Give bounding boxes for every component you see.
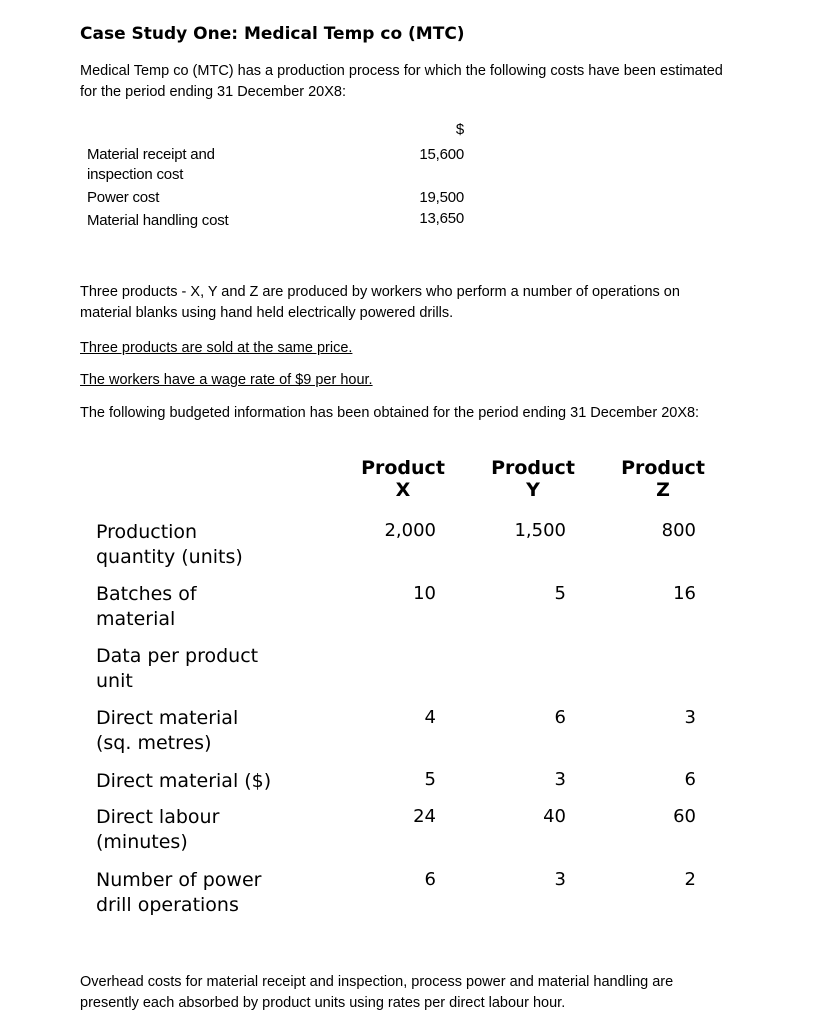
overhead-line-1: Overhead costs for material receipt and inspection, process power and material handling are	[80, 974, 674, 990]
cost-value-material-receipt: 15,600	[419, 146, 464, 163]
cell-material-dollars-z: 6	[684, 769, 696, 790]
row-label-batches: Batches of material	[96, 583, 197, 630]
cell-material-sqm-z: 3	[684, 707, 696, 728]
row-label-drill-operations: Number of power drill operations	[96, 869, 262, 916]
page-title: Case Study One: Medical Temp co (MTC)	[80, 24, 465, 44]
header-product-y: Product Y	[491, 457, 575, 501]
header-product-z: Product Z	[621, 457, 705, 501]
intro-paragraph	[80, 61, 723, 103]
cell-production-z: 800	[661, 520, 696, 541]
cell-labour-x: 24	[413, 806, 436, 827]
row-label-data-per-unit: Data per product unit	[96, 645, 259, 692]
cost-label-material-receipt: Material receipt and inspection cost	[87, 146, 215, 183]
cell-production-x: 2,000	[384, 520, 436, 541]
overhead-line-2: presently each absorbed by product units using rates per direct labour hour.	[80, 995, 566, 1011]
cell-production-y: 1,500	[514, 520, 566, 541]
same-price-note: Three products are sold at the same price.	[80, 340, 353, 356]
cost-label-power: Power cost	[87, 189, 160, 206]
products-line-2: material blanks using hand held electrically powered drills.	[80, 305, 454, 321]
cell-labour-y: 40	[543, 806, 566, 827]
budget-intro: The following budgeted information has been obtained for the period ending 31 December 20X8:	[80, 405, 700, 421]
cell-material-sqm-y: 6	[554, 707, 566, 728]
cell-batches-z: 16	[673, 583, 696, 604]
cell-batches-x: 10	[413, 583, 436, 604]
row-label-direct-labour: Direct labour (minutes)	[96, 806, 220, 853]
currency-header: $	[455, 121, 464, 138]
products-line-1: Three products - X, Y and Z are produced by workers who perform a number of operations on	[80, 284, 680, 300]
products-paragraph	[80, 282, 680, 324]
row-label-production-quantity: Production quantity (units)	[96, 521, 243, 568]
cell-drill-z: 2	[684, 869, 696, 890]
header-product-x: Product X	[361, 457, 445, 501]
cost-label-material-handling: Material handling cost	[87, 212, 229, 229]
cost-value-material-handling: 13,650	[419, 210, 464, 227]
intro-line-1: Medical Temp co (MTC) has a production process for which the following costs have been estimated	[80, 63, 723, 79]
cell-labour-z: 60	[673, 806, 696, 827]
intro-line-2: for the period ending 31 December 20X8:	[80, 84, 347, 100]
cell-drill-y: 3	[554, 869, 566, 890]
cell-batches-y: 5	[554, 583, 566, 604]
cell-material-dollars-x: 5	[424, 769, 436, 790]
cell-drill-x: 6	[424, 869, 436, 890]
cost-value-power: 19,500	[419, 189, 464, 206]
row-label-direct-material-dollars: Direct material ($)	[96, 770, 272, 792]
cell-material-sqm-x: 4	[424, 707, 436, 728]
row-label-direct-material-sqm: Direct material (sq. metres)	[96, 707, 239, 754]
wage-rate-note: The workers have a wage rate of $9 per hour.	[80, 372, 373, 388]
overhead-paragraph	[80, 972, 673, 1014]
cell-material-dollars-y: 3	[554, 769, 566, 790]
